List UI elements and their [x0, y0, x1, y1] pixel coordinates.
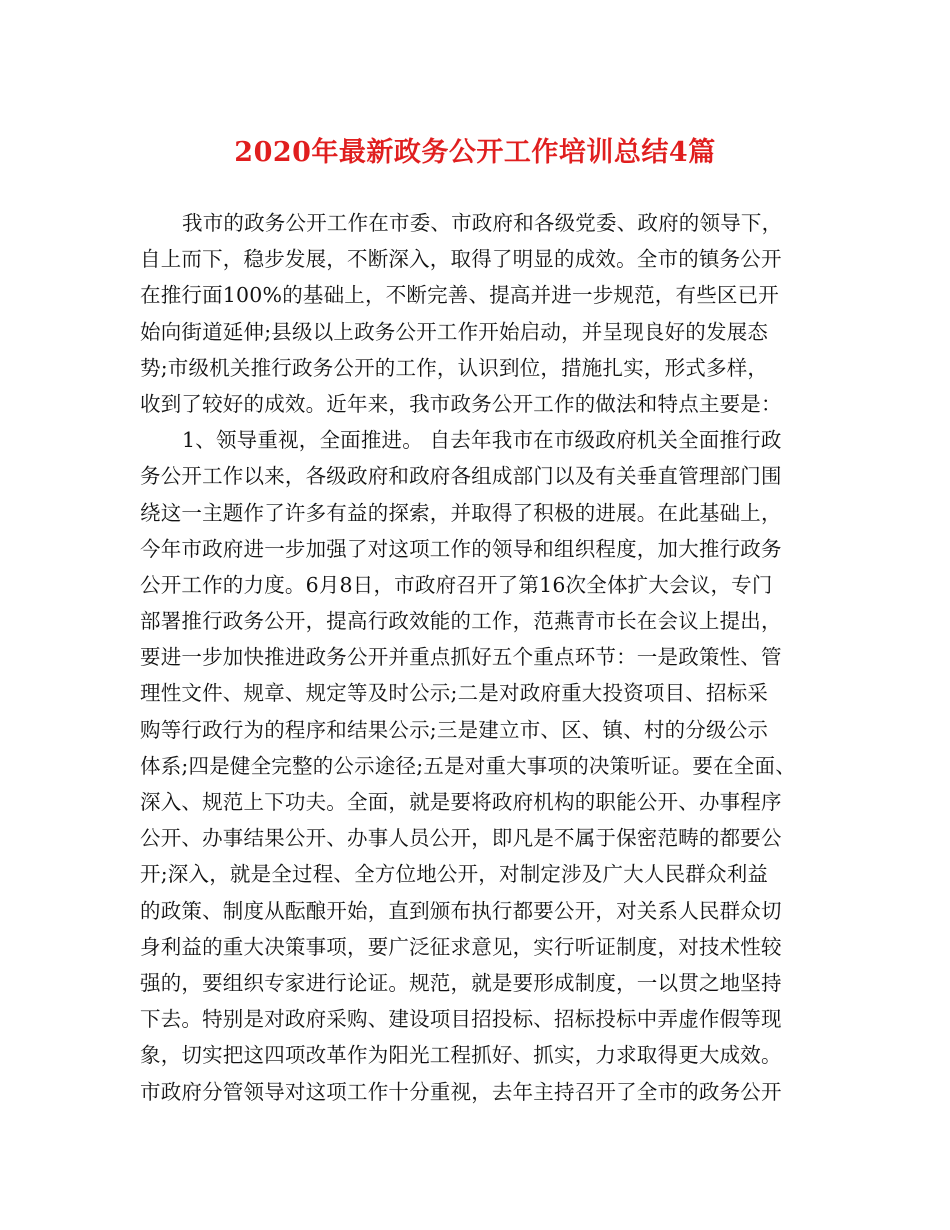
text-line: 绕这一主题作了许多有益的探索，并取得了积极的进展。在此基础上，	[140, 500, 782, 525]
text-line: 部署推行政务公开，提高行政效能的工作，范燕青市长在会议上提出，	[140, 609, 782, 634]
text-line: 收到了较好的成效。近年来，我市政务公开工作的做法和特点主要是：	[140, 391, 782, 416]
text-line: 公开、办事结果公开、办事人员公开，即凡是不属于保密范畴的都要公	[140, 826, 782, 851]
text-line: 势;市级机关推行政务公开的工作，认识到位，措施扎实，形式多样，	[140, 355, 769, 380]
text-line: 身利益的重大决策事项，要广泛征求意见，实行听证制度，对技术性较	[140, 934, 782, 959]
text-line: 自上而下，稳步发展，不断深入，取得了明显的成效。全市的镇务公开	[140, 247, 782, 272]
text-line: 始向街道延伸;县级以上政务公开工作开始启动，并呈现良好的发展态	[140, 319, 769, 344]
text-line: 体系;四是健全完整的公示途径;五是对重大事项的决策听证。要在全面、	[140, 753, 796, 778]
text-line: 象，切实把这四项改革作为阳光工程抓好、抓实，力求取得更大成效。	[140, 1043, 782, 1068]
text-line: 的政策、制度从酝酿开始，直到颁布执行都要公开，对关系人民群众切	[140, 898, 782, 923]
text-line: 强的，要组织专家进行论证。规范，就是要形成制度，一以贯之地坚持	[140, 970, 782, 995]
text-line: 要进一步加快推进政务公开并重点抓好五个重点环节：一是政策性、管	[140, 645, 782, 670]
document-title: 2020年最新政务公开工作培训总结4篇	[234, 137, 716, 168]
text-line: 今年市政府进一步加强了对这项工作的领导和组织程度，加大推行政务	[140, 536, 782, 561]
text-line: 在推行面100%的基础上，不断完善、提高并进一步规范，有些区已开	[140, 283, 780, 308]
text-line: 开;深入，就是全过程、全方位地公开，对制定涉及广大人民群众利益	[140, 862, 769, 887]
text-line: 购等行政行为的程序和结果公示;三是建立市、区、镇、村的分级公示	[140, 717, 769, 742]
text-line: 市政府分管领导对这项工作十分重视，去年主持召开了全市的政务公开	[140, 1079, 782, 1104]
text-line: 务公开工作以来，各级政府和政府各组成部门以及有关垂直管理部门围	[140, 464, 782, 489]
text-line: 理性文件、规章、规定等及时公示;二是对政府重大投资项目、招标采	[140, 681, 769, 706]
text-line: 深入、规范上下功夫。全面，就是要将政府机构的职能公开、办事程序	[140, 790, 782, 814]
document-body	[140, 205, 830, 1110]
text-line: 公开工作的力度。6月8日，市政府召开了第16次全体扩大会议，专门	[140, 572, 773, 597]
text-line: 下去。特别是对政府采购、建设项目招投标、招标投标中弄虚作假等现	[140, 1007, 782, 1032]
text-line: 我市的政务公开工作在市委、市政府和各级党委、政府的领导下，	[182, 211, 783, 235]
text-line: 1、领导重视，全面推进。 自去年我市在市级政府机关全面推行政	[182, 428, 782, 453]
